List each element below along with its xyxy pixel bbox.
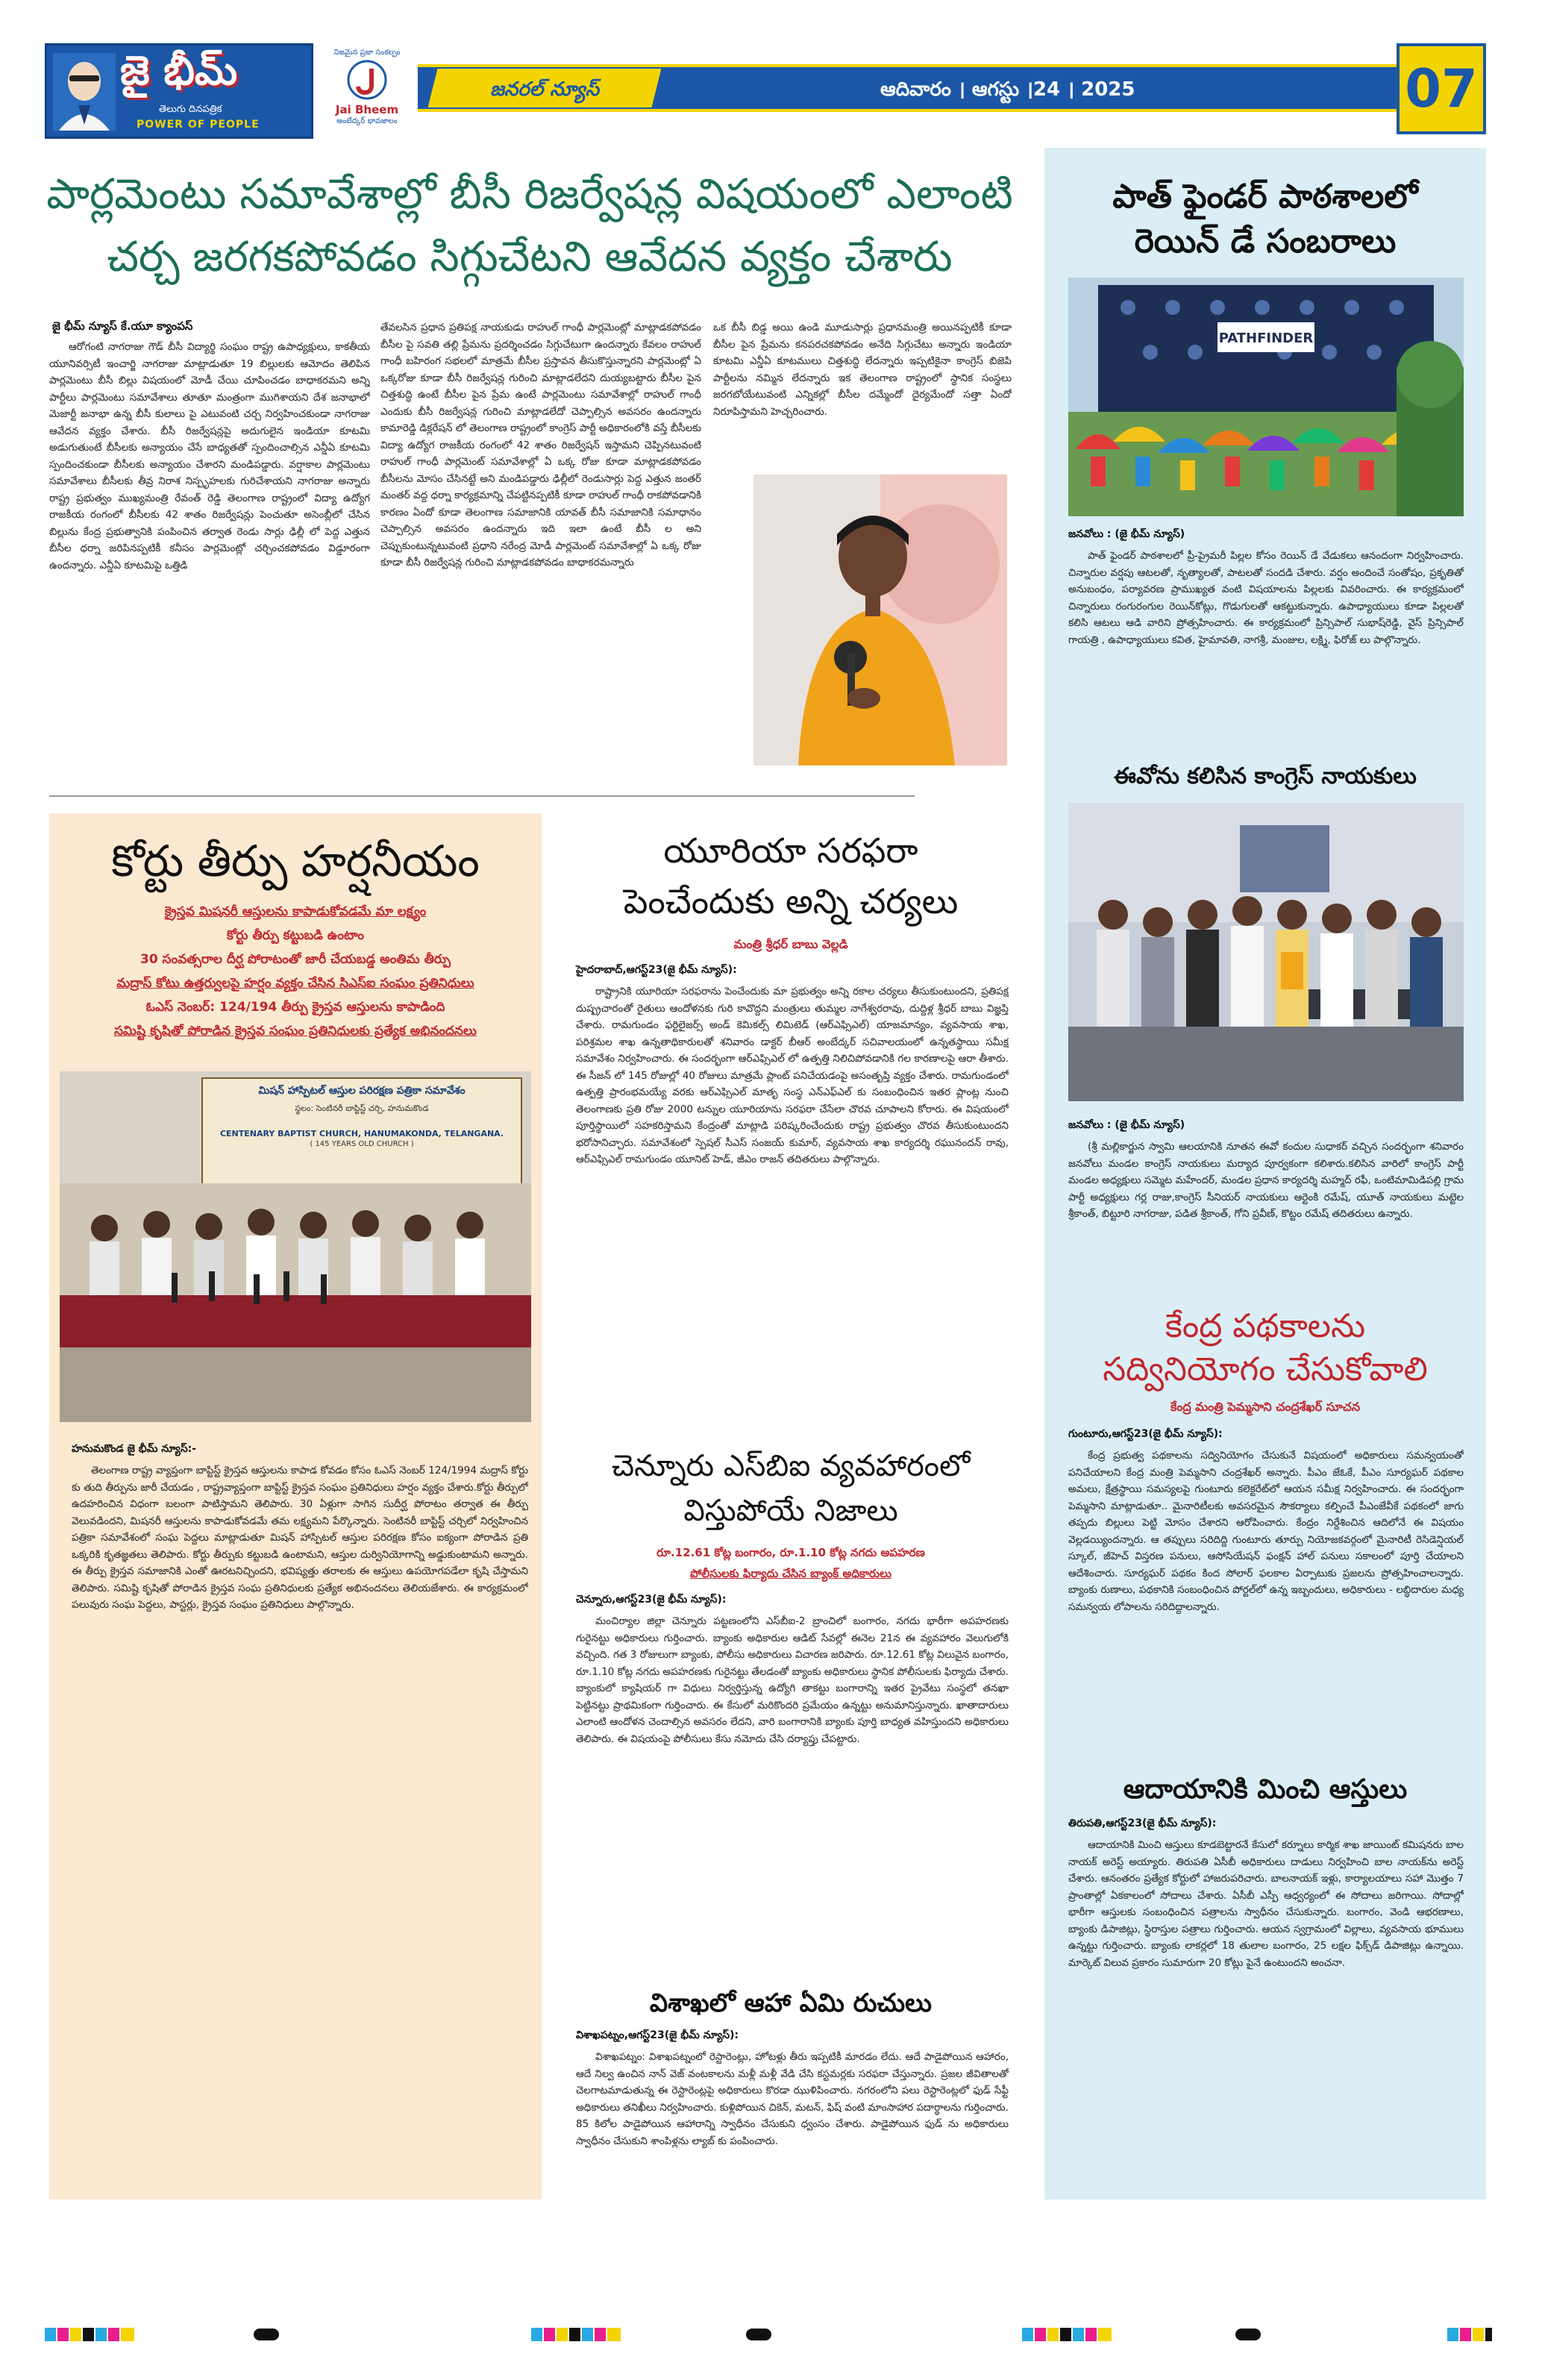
evo-body (1068, 1139, 1464, 1307)
visakha-dateline: విశాఖపట్నం,ఆగస్ట్23(జై భీమ్ న్యూస్): (576, 2029, 739, 2041)
top-story-headline-1: పార్లమెంటు సమావేశాల్లో బీసీ రిజర్వేషన్ల విషయంలో ఎలాంటి (46, 170, 1013, 219)
top-story-divider (49, 795, 915, 797)
visakha-body-text: విశాఖపట్నం: విశాఖపట్నంలో రెస్టారెంట్లు, హోటళ్లు తీరు ఇప్పటికీ మారడం లేదు. ఆదే పాడైపోయిన ఆహారం, ఆదే నిల్వ ఉంచిన నాన్ వెజ్ వంటకాలను మళ్లీ మళ్లీ వేడి చేసి కస్టమర్లకు సరఫరా చేస్తున్నారు. ప్రజల జీవితాలతో చెలగాటమాడుతున్న ఈ రెస్టారెంట్లపై అధికారులు కొరడా ఝుళిపించారు. నగరంలోని పలు రెస్టారెంట్లలో ఫుడ్ సేఫ్టీ అధికారులు తనిఖీలు నిర్వహించారు. కుళ్లిపోయిన చికెన్, మటన్, ఫిష్ వంటి మాంసాహార పదార్థాలను గుర్తించారు. 85 కిలోల పాడైపోయిన ఆహారాన్ని స్వాధీనం చేసుకుని ధ్వంసం చేశారు. పాడైపోయిన ఫుడ్ ను అధికారులు స్వాధీనం చేసుకుని శాంపిళ్లను ల్యాబ్ కు పంపించారు. (576, 2051, 1009, 2147)
evo-headline: ఈవోను కలిసిన కాంగ్రెస్ నాయకులు (1114, 763, 1417, 789)
sbi-sub-1: రూ.12.61 కోట్ల బంగారం, రూ.1.10 కోట్ల నగదు అపహరణ (656, 1546, 925, 1559)
badge-bottom: అంబేద్కర్ భావజాలం (336, 117, 398, 125)
color-bar-mid (531, 2328, 621, 2341)
central-schemes-headline-1: కేంద్ర పథకాలను (1165, 1307, 1366, 1345)
top-story-photo (753, 475, 1007, 765)
urea-dateline: హైదరాబాద్,ఆగస్ట్23(జై భీమ్ న్యూస్): (576, 964, 737, 976)
press-meet-photo (60, 1183, 531, 1422)
top-story-col-3 (713, 319, 1012, 469)
reg-mark-1 (254, 2329, 279, 2340)
court-banner-years: ( 145 YEARS OLD CHURCH ) (310, 1140, 414, 1148)
top-story-headline-2: చర్చ జరగకపోవడం సిగ్గుచేటని ఆవేదన వ్యక్తం చేశారు (107, 233, 953, 281)
color-bar-left (45, 2328, 134, 2341)
sbi-headline-1: చెన్నూరు ఎస్‌బిఐ వ్యవహారంలో (611, 1449, 971, 1483)
logo-sub: తెలుగు దినపత్రిక (159, 104, 222, 115)
court-banner-church: CENTENARY BAPTIST CHURCH, HANUMAKONDA, TELANGANA. (219, 1129, 504, 1139)
top-story-col-1 (49, 339, 370, 806)
court-banner-sub: స్థలం: సెంటినరీ బాప్టిస్ట్ చర్చి, హనుమకొండ (295, 1103, 429, 1113)
court-sub-1: క్రైస్తవ మిషనరీ ఆస్తులను కాపాడుకోవడమే మా లక్ష్యం (164, 904, 427, 919)
sbi-body (576, 1613, 1009, 1983)
top-story-col-2-text: తేవలసిన ప్రధాన ప్రతిపక్ష నాయకుడు రాహుల్ గాంధీ పార్లమెంట్లో మాట్లాడకపోవడం బీసీల పై సవతి తల్లి ప్రేమను ప్రదర్శించడం సిగ్గుచేటుగా ఉందన్నారు కేవలం రాహుల్ గాంధీ బహిరంగ సభలలో మాత్రమే బీసీల ప్రస్తావన తీసుకొస్తున్నారని పార్లమెంట్లో ఏ ఒక్కరోజు కూడా బీసీ రిజర్వేషన్ల గురించి మాట్లాడలేదని దుయ్యబట్టారు బీసీల పైన చిత్తశుద్ధి ఉంటే బీసీల పైన ప్రేమ ఉంటే పార్లమెంటు సమావేశాల్లో రాహుల్ గాంధీ ఎందుకు బీసీ రిజర్వేషన్ల గురించి మాట్లాడలేదో చెప్పాల్సిన అవసరం ఉందన్నారు కామారెడ్డి డిక్లరేషన్ లో తెలంగాణ రాష్ట్రంలో కాంగ్రెస్ పార్టీ అధికారంలోకి వస్తే బీసీలకు విద్యా ఉద్యోగ రాజకీయ రంగంలో 42 శాతం రిజర్వేషన్ ఇస్తామని చెప్పినటువంటి రాహుల్ గాంధీ పార్లమెంట్ సమావేశాల్లో ఏ ఒక్క రోజు కూడా మాట్లాడకపోవడం బీసీలను మోసం చేసినట్టే అని మండిపడ్డారు ఢిల్లీలో రెండుసార్లు పెద్ద ఎత్తున జంతర్ మంతర్ వద్ద ధర్నా కార్యక్రమాన్ని చేపట్టినప్పటికీ కూడా రాహుల్ గాంధీ రాకపోవడానికి కారణం ఏందో కూడా తెలంగాణ సమాజానికి యావత్ బీసీ సమాజానికి సమాధానం చెప్పాల్సిన అవసరం ఉందన్నారు ఇది ఇలా ఉంటే బీసీ ల అని చెప్పుకుంటున్నటువంటి ప్రధాని నరేంద్ర మోడీ పార్లమెంట్ సమావేశాల్లో ఏ ఒక్క రోజు కూడా బీసీ రిజర్వేషన్ల గురించి మాట్లాడకపోవడం బాధాకరమన్నారు (380, 322, 701, 569)
top-story-dateline: జై భీమ్ న్యూస్ కే.యూ క్యాంపస్ (52, 319, 193, 333)
badge-j-icon (347, 60, 387, 100)
court-sub-6: సమిష్టి కృషితో పోరాడిన క్రైస్తవ సంఘం ప్రతినిధులకు ప్రత్యేక అభినందనలు (114, 1024, 477, 1039)
urea-body (576, 983, 1009, 1446)
assets-dateline: తిరుపతి,ఆగస్ట్23(జై భీమ్ న్యూస్): (1068, 1817, 1217, 1829)
court-dateline: హనుమకొండ జై భీమ్ న్యూస్:- (72, 1443, 197, 1455)
section-title: జనరల్ న్యూస్ (490, 78, 599, 101)
pathfinder-headline-1: పాత్ ఫైండర్ పాఠశాలలో (1112, 178, 1418, 216)
central-schemes-headline-2: సద్వినియోగం చేసుకోవాలి (1103, 1350, 1428, 1388)
badge-top: నిజమైన ప్రజా సంకల్పం (333, 48, 401, 57)
court-sub-3: 30 సంవత్సరాల దీర్ఘ పోరాటంతో జారీ చేయబడ్డ అంతిమ తీర్పు (140, 952, 451, 967)
pathfinder-body-text: పాత్ ఫైండర్ పాఠశాలలో ప్రీ-ప్రైమరీ పిల్లల కోసం రెయిన్ డే వేడుకలు ఆనందంగా నిర్వహించారు. చిన్నారుల వర్షపు ఆటలతో, నృత్యాలతో, పాటలతో సందడి చేశారు. వర్షం అందించే సంతోషం, ప్రకృతితో అనుబంధం, పర్యావరణ ప్రాముఖ్యత వంటి విషయాలను పిల్లలకు వివరించారు. ఈ కార్యక్రమంలో చిన్నారులు రంగురంగుల రెయిన్‌కోట్లు, గొడుగులతో ఆకట్టుకున్నారు. ఉపాధ్యాయులు కూడా పిల్లలతో కలిసి ఆటలు ఆడి వారిని ప్రోత్సహించారు. ఈ కార్యక్రమంలో ప్రిన్సిపాల్ సుభాష్‌రెడ్డి, వైస్ ప్రిన్సిపాల్ గాయత్రి , ఉపాధ్యాయులు కవిత, హైమావతి, నాగశ్రీ, మంజుల, లక్ష్మి, ఫిరోజ్ లు పాల్గొన్నారు. (1068, 550, 1464, 646)
evo-dateline: జనవోలు : (జై భీమ్ న్యూస్) (1068, 1119, 1185, 1131)
pathfinder-headline-2: రెయిన్ డే సంబరాలు (1134, 222, 1397, 260)
urea-sub: మంత్రి శ్రీధర్ బాబు వెల్లడి (733, 937, 848, 951)
central-schemes-body (1068, 1447, 1464, 1765)
central-schemes-sub: కేంద్ర మంత్రి పెమ్మసాని చంద్రశేఖర్ సూచన (1170, 1400, 1361, 1414)
logo-title: జై భీమ్ (120, 47, 238, 94)
sbi-body-text: మంచిర్యాల జిల్లా చెన్నూరు పట్టణంలోని ఎస్‌బీఐ-2 బ్రాంచిలో బంగారం, నగదు భారీగా అపహరణకు గురైనట్టు అధికారులు గుర్తించారు. బ్యాంకు అధికారుల ఆడిట్ సేవల్లో ఈనెల 21న ఈ వ్యవహారం వెలుగులోకి వచ్చింది. గత 3 రోజులుగా బ్యాంకు, పోలీసు అధికారులు విచారణ జరిపారు. రూ.12.61 కోట్ల విలువైన బంగారం, రూ.1.10 కోట్ల నగదు అపహరణకు గురైనట్టు తేలడంతో బ్యాంకు అధికారులు స్థానిక పోలీసులకు ఫిర్యాదు చేశారు. బ్యాంకులో క్యాషియర్ గా విధులు నిర్వర్తిస్తున్న ఉద్యోగి తాకట్టు బంగారాన్ని ఇతర ప్రైవేటు సంస్థలో తనఖా పెట్టినట్టు ప్రాథమికంగా గుర్తించారు. ఈ కేసులో మరికొందరి ప్రమేయం ఉన్నట్టు అనుమానిస్తున్నారు. ఖాతాదారులు ఎలాంటి ఆందోళన చెందాల్సిన అవసరం లేదని, వారి బంగారానికి బ్యాంకు పూర్తి బాధ్యత వహిస్తుందని అధికారులు తెలిపారు. ఈ విషయంపై పోలీసులు కేసు నమోదు చేసి దర్యాప్తు చేపట్టారు. (576, 1615, 1009, 1745)
print-marks (0, 2320, 1542, 2350)
visakha-body (576, 2049, 1009, 2190)
top-story-col-3-text: ఒక బీసీ బిడ్డ అయి ఉండి మూడుసార్లు ప్రధానమంత్రి అయినప్పటికీ కూడా బీసీల పైన ప్రేమను కనపరచకపోవడం అనేది సిగ్గుచేటు అన్నారు ఇండియా కూటమి ఎన్డీఏ కూటములు చిత్తశుద్ధి లేదన్నారు ఇప్పటికైనా కాంగ్రెస్ బిజెపి పార్టీలను నమ్మిన లేదన్నారు ఇక తెలంగాణ రాష్ట్రంలో స్థానిక సంస్థలు జరగబోయేటువంటి ఎన్నికల్లో బీసీల దమ్మేందో దైర్యమేందో సత్తా ఏందో నిరూపిస్తామని హెచ్చరించారు. (713, 322, 1012, 418)
central-schemes-body-text: కేంద్ర ప్రభుత్వ పథకాలను సద్వినియోగం చేసుకునే విషయంలో అధికారులు సమన్వయంతో పనిచేయాలని కేంద్ర మంత్రి పెమ్మసాని చంద్రశేఖర్ అన్నారు. పీఎం జేఓకే, పీఎం సూర్యఘర్ పథకాల అమలు, క్షేత్రస్థాయి సమస్యలపై గుంటూరు కలెక్టరేట్‌లో ఆయన సమీక్ష నిర్వహించారు. ఈ సందర్భంగా పెమ్మసాని మాట్లాడుతూ.. మైనారిటీలకు అవసరమైన సౌకర్యాలు కల్పించే పీఎంజేవీకే పథకంలో జాగు తప్పదు బిల్లులు పెట్టి మోసం చేశారని ఆరోపించారు. కేంద్రం నిర్దేశించిన ఆదిలోనే ఈ విషయం వెల్లడయ్యిందన్నారు. ఆ తప్పులు సరిదిద్ది గుంటూరు తూర్పు నియోజకవర్గంలో మైనారిటీ రెసిడెన్షియల్ స్కూల్, జీహెచ్ విస్తరణ పనులు, ఆసోసియేషన్ ఫంక్షన్ హాల్ పనులు సకాలంలో పూర్తి చేయాలని ఆదేశించారు. సూర్యఘర్ పథకం కింద సోలార్ ఫలకాల ఏర్పాటుకు ప్రజలను ప్రోత్సహించాలన్నారు. బ్యాంకు రుణాలు, పథకానికి సంబంధించిన పోర్టల్‌లో ఉన్న ఇబ్బందులు, అధికారులు - లబ్ధిదారుల మధ్య సమన్వయ లోపాలను సరిదిద్దాలన్నారు. (1068, 1450, 1464, 1613)
urea-headline-1: యూరియా సరఫరా (663, 830, 918, 871)
pathfinder-dateline: జనవోలు : (జై భీమ్ న్యూస్) (1068, 528, 1185, 540)
congress-leaders-photo (1068, 803, 1464, 1101)
top-story-col-2 (380, 319, 701, 804)
evo-body-text: (శ్రీ మల్లికార్జున స్వామి ఆలయానికి నూతన ఈవో కందుల సుధాకర్ వచ్చిన సందర్భంగా శనివారం జనవోలు మండల కాంగ్రెస్ నాయకులు మర్యాద పూర్వకంగా కలిశారు.కలిసిన వారిలో కాంగ్రెస్ పార్టీ మండల అధ్యక్షులు సమ్మెట మహేందర్, మండల ప్రధాన కార్యదర్శి మహ్మద్ రఫీ, ఒంటిమామిడిపల్లి గ్రామ పార్టీ అధ్యక్షులు గర్ల రాజు,కాంగ్రెస్ సీనియర్ నాయకులు ఆర్టెంకి రమేష్, యూత్ నాయకులు మట్టెల శ్రీకాంత్, బిట్టూరి నాగరాజు, పడిత శ్రీకాంత్, గోని ప్రవీణ్, కొట్టం రమేష్ తదితరులు ఉన్నారు. (1068, 1141, 1464, 1220)
rain-day-photo (1068, 278, 1464, 516)
court-sub-5: ఓఎస్ నెంబర్: 124/194 తీర్పు క్రైస్తవ ఆస్తులను కాపాడింది (145, 1000, 445, 1015)
masthead (45, 43, 1486, 139)
court-sub-4: మద్రాస్ కోటు ఉత్తర్వులపై హర్షం వ్యక్తం చేసిన సిఎస్ఐ సంఘం ప్రతినిధులు (116, 976, 474, 991)
color-bar-far-right (1447, 2328, 1492, 2341)
sbi-sub-2: పోలీసులకు ఫిర్యాదు చేసిన బ్యాంక్ అధికారులు (690, 1567, 891, 1580)
logo-tagline: POWER OF PEOPLE (137, 119, 260, 131)
issue-date: ఆదివారం । ఆగస్టు ।24 । 2025 (880, 78, 1135, 101)
ambedkar-portrait-icon (53, 53, 116, 131)
color-bar-right (1022, 2328, 1112, 2341)
assets-headline: ఆదాయానికి మించి ఆస్తులు (1123, 1774, 1408, 1805)
urea-body-text: రాష్ట్రానికి యూరియా సరఫరాను పెంచేందుకు మా ప్రభుత్వం అన్ని రకాల చర్యలు తీసుకుంటుందని, ప్రతిపక్ష దుష్ప్రచారంతో రైతులు ఆందోళనకు గురి కావొద్దని మంత్రులు తుమ్మల నాగేశ్వరరావు, దుద్దిళ్ల శ్రీధర్ బాబు విజ్ఞప్తి చేశారు. రామగుండం ఫర్టిలైజర్స్ అండ్ కెమికల్స్ లిమిటెడ్ (ఆర్ఎఫ్సిఎల్) యాజమాన్యం, వ్యవసాయ శాఖ, పరిశ్రమల శాఖ ఉన్నతాధికారులతో శనివారం డాక్టర్ బీఆర్ అంబేద్కర్ సచివాలయంలో ఉన్నతస్థాయి సమీక్ష సమావేశం నిర్వహించారు. ఈ సందర్భంగా ఆర్ఎఫ్సిఎల్ లో ఉత్పత్తి నిలిచిపోవడానికి గల కారణాలపై ఆరా తీశారు. ఈ సీజన్ లో 145 రోజుల్లో 40 రోజులు మాత్రమే ప్లాంట్ పనిచేయడంపై అసంతృప్తి వ్యక్తం చేశారు. రామగుండంలో ఉత్పత్తి ప్రారంభమయ్యే వరకు ఆర్ఎఫ్సిఎల్ మాతృ సంస్థ ఎన్ఎఫ్ఎల్ కు సంబంధించిన ఇతర ప్లాంట్ల నుంచి తెలంగాణకు ప్రతి రోజు 2000 టన్నుల యూరియాను సరఫరా చేసేలా చొరవ చూపాలని కోరారు. ఈ విషయంలో పూర్తిస్థాయిలో సహకరిస్తామని కేంద్రంతో మాట్లాడి పరిష్కరించేందుకు రాష్ట్ర ప్రభుత్వం చొరవ తీసుకుంటుందని భరోసానిచ్చారు. సమావేశంలో స్పెషల్ సీఎస్ సంజయ్ కుమార్, వ్యవసాయ శాఖ కార్యదర్శి రఘునందన్ రావు, ఆర్ఎఫ్సిఎల్ రామగుండం యూనిట్ హెడ్, జీఎం రాజన్ తదితరులు పాల్గొన్నారు. (576, 986, 1009, 1165)
court-photo (60, 1071, 531, 1422)
page-number: 07 (1397, 43, 1486, 134)
evo-photo (1068, 803, 1464, 1101)
urea-headline-2: పెంచేందుకు అన్ని చర్యలు (623, 881, 959, 921)
banner-text: PATHFINDER (1218, 331, 1314, 346)
visakha-headline: విశాఖలో ఆహా ఏమి రుచులు (649, 1988, 933, 2018)
court-headline: కోర్టు తీర్పు హర్షనీయం (111, 836, 480, 886)
court-banner (201, 1077, 522, 1189)
reg-mark-2 (746, 2329, 771, 2340)
court-banner-main: మిషన్ హాస్పిటల్ ఆస్తుల పరిరక్షణ పత్రికా సమావేశం (258, 1085, 466, 1097)
reg-mark-3 (1235, 2329, 1261, 2340)
pathfinder-photo (1068, 278, 1464, 516)
top-story-col-1-text: ఆరోగంటి నాగరాజు గౌడ్ బీసీ విద్యార్థి సంఘం రాష్ట్ర ఉపాధ్యక్షులు, కాకతీయ యూనివర్సిటీ ఇంచార్జి నాగరాజు మాట్లాడుతూ 19 బిల్లులకు ఆమోదం తెలిపిన పార్లమెంటు బీసీ బిల్లు విషయంలో మోడీ చేయి చూపించడం బాధాకరమని అన్ని పార్టీలు పార్లమెంటు సమావేశాలు తూతూ మంత్రంగా ముగిశాయని దేశ జనాభాలో మెజార్టీ జనాభా ఉన్న బీసీ కులాలు పై ఎటువంటి చర్చ నిర్వహించకుండా నాగరాజు ఆవేదన వ్యక్తం చేశారు. బీసీ రిజర్వేషన్లపై అదుగులైన ఇండియా కూటమి అడుగుతుంటే బీసీలకు అన్యాయం చేసే బాధ్యతతో స్పందించాల్సిన ఎన్డీఏ కూటమి స్పందించకుండా బీసీలకు అన్యాయం చేశారని మండిపడ్డారు. వర్షాకాల పార్లమెంటు సమావేశాలు బీసీలకు తీవ్ర నిరాశ నిస్పృహలకు గురిచేశాయని నాగరాజు అన్నారు రాష్ట్ర ప్రభుత్వం ముఖ్యమంత్రి రేవంత్ రెడ్డి తెలంగాణ రాష్ట్రంలో విద్యా ఉద్యోగ రాజకీయ రంగంలో బీసీలకు 42 శాతం రిజర్వేషన్లు పెంచుతూ అసెంబ్లీలో చేసిన బిల్లును కేంద్ర ప్రభుత్వానికి పంపించిన తర్వాత రెండు సార్లు ఢిల్లీ లో పెద్ద ఎత్తున బీసీల ధర్నా జరిపినప్పటికీ కనీసం పార్లమెంట్లో చర్చించకపోవడం విడ్డూరంగా ఉందన్నారు. ఎన్డీఏ కూటమిపై ఒత్తిడి (49, 341, 370, 571)
badge-brand: Jai Bheem (335, 103, 399, 116)
court-body (72, 1462, 528, 2179)
central-schemes-dateline: గుంటూరు,ఆగస్ట్23(జై భీమ్ న్యూస్): (1068, 1428, 1223, 1440)
pathfinder-body (1068, 548, 1464, 779)
assets-body (1068, 1837, 1464, 2180)
assets-body-text: ఆదాయానికి మించి ఆస్తులు కూడబెట్టారనే కేసులో కర్నూలు కార్మిక శాఖ జాయింట్ కమిషనరు బాల నాయక్ అరెస్ట్ అయ్యారు. తిరుపతి ఏసీబీ అధికారులు దాడులు నిర్వహించి బాల నాయక్‌ను అరెస్ట్ చేశారు. ఆనంతరం ప్రత్యేక కోర్టులో హాజరుపరిచారు. బాలనాయక్ ఇళ్లు, కార్యాలయాలు సహా మొత్తం 7 ప్రాంతాల్లో ఏకకాలంలో సోదాలు చేశారు. ఏసీబీ ఎస్పీ ఆధ్వర్యంలో ఈ సోదాలు జరిగాయి. సోదాల్లో భారీగా ఆస్తులకు సంబంధించిన పత్రాలను స్వాధీనం చేసుకున్నారు. బంగారం, వెండి ఆభరణాలు, బ్యాంకు డిపాజిట్లు, స్థిరాస్తుల పత్రాలు గుర్తించారు. ఆయన స్వగ్రామంలో విల్లాలు, వ్యవసాయ భూములు ఉన్నట్టు గుర్తించారు. బ్యాంకు లాకర్లలో 18 తులాల బంగారం, 25 లక్షల ఫిక్స్‌డ్ డిపాజిట్లు ఉన్నాయి. మార్కెట్ విలువ ప్రకారం సుమారుగా 20 కోట్లు పైనే ఉంటుందని అంచనా. (1068, 1839, 1464, 1969)
court-sub-2: కోర్టు తీర్పు కట్టుబడి ఉంటాం (227, 928, 364, 943)
sbi-dateline: చెన్నూరు,ఆగస్ట్23(జై భీమ్ న్యూస్): (576, 1594, 727, 1606)
masthead-logo (45, 43, 313, 139)
sbi-headline-2: విస్తుపోయే నిజాలు (683, 1494, 898, 1528)
court-body-text: తెలంగాణ రాష్ట్ర వ్యాప్తంగా బాప్టిస్ట్ క్రైస్తవ ఆస్తులను కాపాడ కోవడం కోసం ఓఎస్ నెంబర్ 124/1994 మద్రాస్ కోర్టు కు తుది తీర్పును జారీ చేయడం , రాష్ట్రవ్యాప్తంగా బాప్టిస్ట్ క్రైస్తవ సంఘం ప్రతినిధులు హర్షం వ్యక్తం చేశారు.కోర్టు తీర్పులో ఉదహరించిన విధంగా బలంగా పాటిస్తామని తెలిపారు. 30 ఏళ్లుగా సాగిన సుదీర్ఘ పోరాటం తర్వాత ఈ తీర్పు వెలువడిందని, మిషనరీ ఆస్తులను కాపాడుకోవడమే తమ లక్ష్యమని పేర్కొన్నారు. సెంటినరీ బాప్టిస్ట్ చర్చిలో నిర్వహించిన పత్రికా సమావేశంలో సంఘ పెద్దలు మాట్లాడుతూ మిషన్ హాస్పిటల్ ఆస్తుల పరిరక్షణ కోసం ఐక్యంగా పోరాడిన ప్రతి ఒక్కరికి కృతజ్ఞతలు తెలిపారు. కోర్టు తీర్పుకు కట్టుబడి ఉంటామని, ఆస్తుల దుర్వినియోగాన్ని అడ్డుకుంటామని అన్నారు. ఈ తీర్పు క్రైస్తవ సమాజానికి ఎంతో ఊరటనిచ్చిందని, భవిష్యత్తు తరాలకు ఈ ఆస్తులు ఉపయోగపడేలా కృషి చేస్తామని తెలిపారు. సమిష్టి కృషితో పోరాడిన క్రైస్తవ సంఘ ప్రతినిధులకు ప్రత్యేక అభినందనలు తెలియజేశారు. ఈ కార్యక్రమంలో పలువురు సంఘ పెద్దలు, పాస్టర్లు, క్రైస్తవ సంఘం ప్రతినిధులు పాల్గొన్నారు. (72, 1465, 528, 1611)
speaker-photo (753, 475, 1007, 765)
masthead-badge (322, 48, 412, 134)
